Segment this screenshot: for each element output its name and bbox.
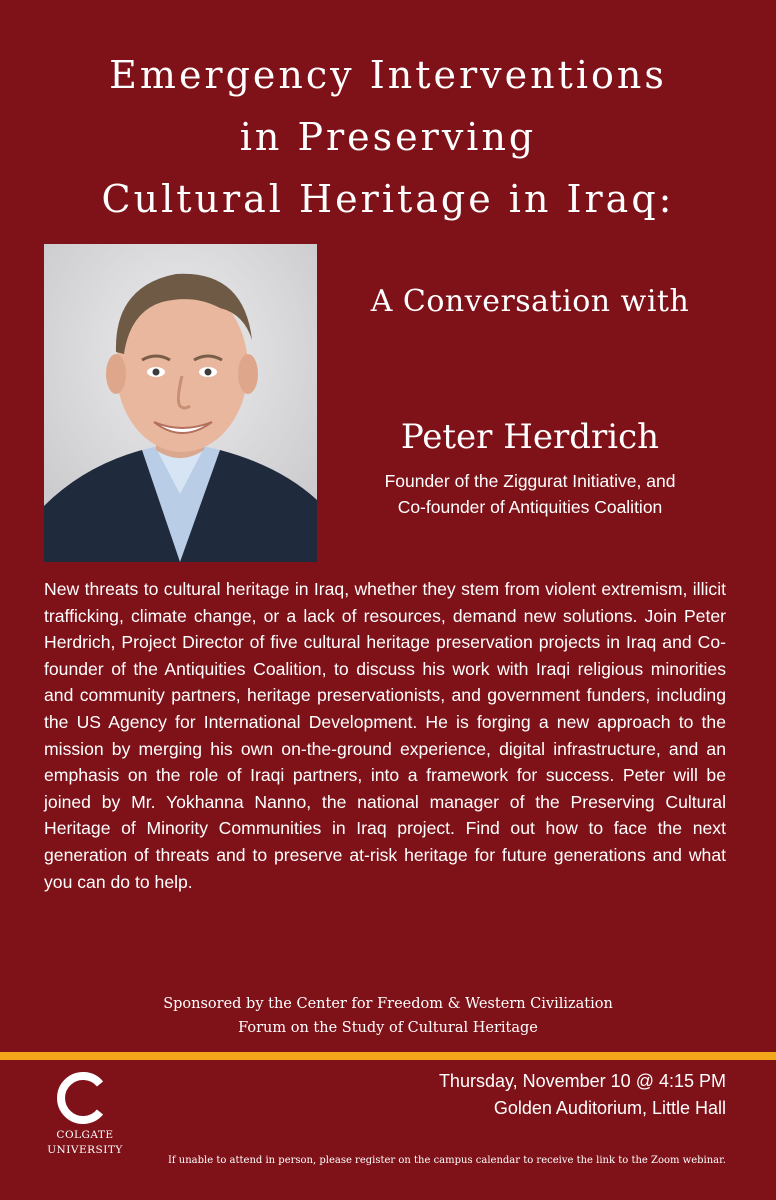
zoom-footnote: If unable to attend in person, please register on the campus calendar to receive the link to the Zoom webinar. [167, 1155, 726, 1166]
speaker-roles [330, 468, 730, 520]
title-line-2: in Preserving [239, 115, 537, 159]
speaker-name: Peter Herdrich [400, 417, 660, 457]
event-datetime: Thursday, November 10 @ 4:15 PM [438, 1071, 726, 1091]
speaker-role-2: Co-founder of Antiquities Coalition [397, 497, 663, 517]
speaker-portrait-icon [44, 244, 317, 562]
event-description: New threats to cultural heritage in Iraq, whether they stem from violent extremism, illicit trafficking, climate change, or a lack of resources, demand new solutions. Join Peter Herdrich, Project Director of five cultural heritage preservation projects in Iraq and Co-founder of the Antiquities Coalition, to discuss his work with Iraqi religious minorities and community partners, heritage preservationists, and government funders, including the US Agency for International Development. He is forging a new approach to the mission by merging his own on-the-ground experience, digital infrastructure, and an emphasis on the role of Iraqi partners, into a framework for success. Peter will be joined by Mr. Yokhanna Nanno, the national manager of the Preserving Cultural Heritage of Minority Communities in Iraq project. Find out how to face the next generation of threats and to preserve at-risk heritage for future generations and what you can do to help. [44, 579, 726, 892]
sponsor-line-1: Sponsored by the Center for Freedom & Western Civilization [163, 996, 613, 1012]
logo-wordmark [40, 1128, 130, 1158]
title-line-3: Cultural Heritage in Iraq: [101, 177, 675, 221]
sponsor-line-2: Forum on the Study of Cultural Heritage [238, 1020, 538, 1036]
speaker-photo [44, 244, 317, 562]
subtitle: A Conversation with [370, 284, 690, 319]
colgate-c-logo-icon [48, 1070, 122, 1126]
title-line-1: Emergency Interventions [109, 53, 667, 97]
gold-divider [0, 1052, 776, 1060]
colgate-logo [40, 1070, 130, 1170]
speaker-role-1: Founder of the Ziggurat Initiative, and [384, 471, 676, 491]
event-location: Golden Auditorium, Little Hall [493, 1098, 726, 1118]
logo-line-2: UNIVERSITY [47, 1144, 123, 1156]
event-details [380, 1068, 726, 1122]
sponsors [0, 992, 776, 1040]
event-title [0, 44, 776, 230]
logo-line-1: COLGATE [56, 1129, 114, 1141]
